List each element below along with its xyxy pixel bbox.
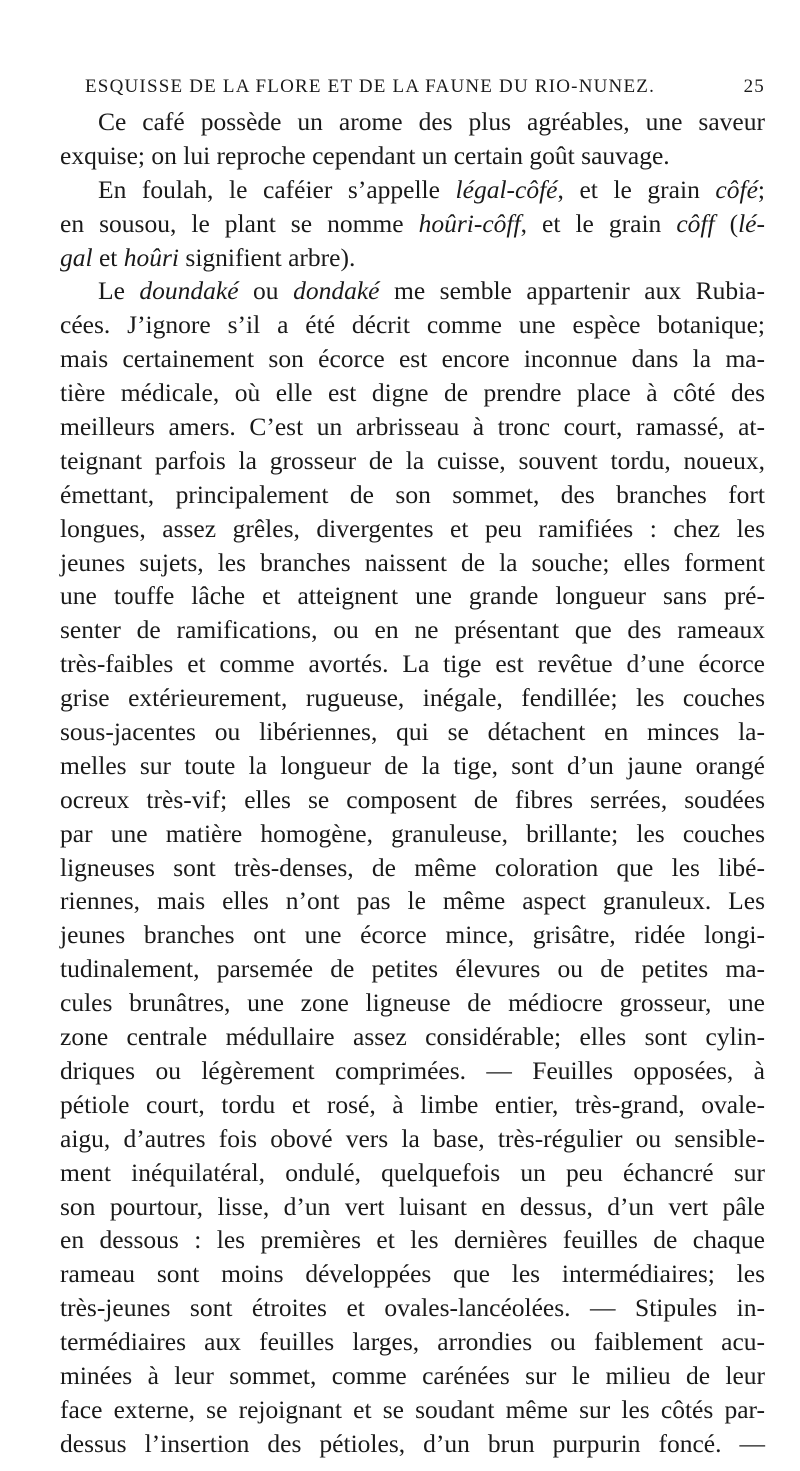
text-line: melles sur toute la longueur de la tige, sont d’un jaune orangé (60, 750, 765, 780)
text-run: signifient arbre). (179, 242, 356, 272)
text-line: riennes, mais elles n’ont pas le même aspect granuleux. Les (60, 886, 765, 916)
text-line: termédiaires aux feuilles larges, arrondies ou faiblement acu- (60, 1327, 765, 1357)
text-run: Le (98, 276, 140, 306)
text-line: driques ou légèrement comprimées. — Feuilles opposées, à (60, 1055, 765, 1085)
text-run: ou (238, 276, 294, 306)
text-line: jeunes branches ont une écorce mince, grisâtre, ridée longi- (60, 920, 765, 950)
text-line: face externe, se rejoignant et se soudant même sur les côtés par- (60, 1394, 765, 1424)
text-line: son pourtour, lisse, d’un vert luisant en dessus, d’un vert pâle (60, 1191, 765, 1221)
text-line: ment inéquilatéral, ondulé, quelquefois un peu échancré sur (60, 1157, 765, 1187)
text-line: très-faibles et comme avortés. La tige est revêtue d’une écorce (60, 649, 765, 679)
italic-term: hoûri-côff (418, 208, 521, 238)
text-line: meilleurs amers. C’est un arbrisseau à tronc court, ramassé, at- (60, 412, 765, 442)
running-header (85, 70, 765, 104)
text-line (60, 241, 765, 275)
text-run: me semble appartenir aux Rubia- (379, 276, 765, 306)
italic-term: hoûri (123, 242, 180, 272)
text-line: pétiole court, tordu et rosé, à limbe entier, très-grand, ovale- (60, 1089, 765, 1119)
italic-term: doundaké (139, 276, 239, 306)
text-line: exquise; on lui reproche cependant un certain goût sauvage. (60, 140, 670, 170)
page-number: 25 (743, 76, 765, 97)
text-run: En foulah, le caféier s’appelle (98, 174, 456, 204)
text-line: une touffe lâche et atteignent une grande longueur sans pré- (60, 581, 765, 611)
text-run: , et le grain (557, 174, 716, 204)
text-run: ; (757, 174, 765, 204)
text-run: en sousou, le plant se nomme (60, 208, 419, 238)
text-line: tière médicale, où elle est digne de prendre place à côté des (60, 378, 765, 408)
text-line (60, 173, 765, 207)
body-text (60, 105, 765, 1461)
text-line: dessus l’insertion des pétioles, d’un brun purpurin foncé. — (60, 1428, 765, 1458)
italic-term: côfé (715, 174, 758, 204)
text-line: teignant parfois la grosseur de la cuisse, souvent tordu, noueux, (60, 445, 765, 475)
italic-term: légal-côfé (455, 174, 558, 204)
text-run: ( (714, 208, 739, 238)
text-run: et (92, 242, 124, 272)
text-line: longues, assez grêles, divergentes et peu ramifiées : chez les (60, 513, 765, 543)
text-line: mais certainement son écorce est encore inconnue dans la ma- (60, 344, 765, 374)
text-line: rameau sont moins développées que les intermédiaires; les (60, 1259, 765, 1289)
running-title: ESQUISSE DE LA FLORE ET DE LA FAUNE DU RIO-NUNEZ. (85, 76, 656, 97)
text-line: tudinalement, parsemée de petites élevures ou de petites ma- (60, 954, 765, 984)
text-line: minées à leur sommet, comme carénées sur le milieu de leur (60, 1360, 765, 1390)
text-line: ligneuses sont très-denses, de même coloration que les libé- (60, 852, 765, 882)
italic-term: gal (60, 242, 93, 272)
text-line: aigu, d’autres fois obové vers la base, très-régulier ou sensible- (60, 1123, 765, 1153)
text-line: sous-jacentes ou libériennes, qui se détachent en minces la- (60, 717, 765, 747)
text-line: grise extérieurement, rugueuse, inégale, fendillée; les couches (60, 683, 765, 713)
text-line: zone centrale médullaire assez considérable; elles sont cylin- (60, 1022, 765, 1052)
text-line: très-jeunes sont étroites et ovales-lancéolées. — Stipules in- (60, 1293, 765, 1323)
text-line: jeunes sujets, les branches naissent de la souche; elles forment (60, 547, 765, 577)
text-line (60, 274, 765, 308)
text-line: Ce café possède un arome des plus agréables, une saveur (98, 107, 765, 136)
italic-term: côff (676, 208, 715, 238)
text-line: ocreux très-vif; elles se composent de fibres serrées, soudées (60, 784, 765, 814)
text-line: senter de ramifications, ou en ne présentant que des rameaux (60, 615, 765, 645)
text-line: cules brunâtres, une zone ligneuse de médiocre grosseur, une (60, 988, 765, 1018)
text-line (60, 207, 765, 241)
text-run: , et le grain (520, 208, 677, 238)
text-line: cées. J’ignore s’il a été décrit comme une espèce botanique; (60, 310, 765, 340)
text-line: émettant, principalement de son sommet, des branches fort (60, 479, 765, 509)
italic-term: lé- (738, 208, 765, 238)
text-line: par une matière homogène, granuleuse, brillante; les couches (60, 818, 765, 848)
text-line: en dessous : les premières et les dernières feuilles de chaque (60, 1225, 765, 1255)
italic-term: dondaké (293, 276, 380, 306)
